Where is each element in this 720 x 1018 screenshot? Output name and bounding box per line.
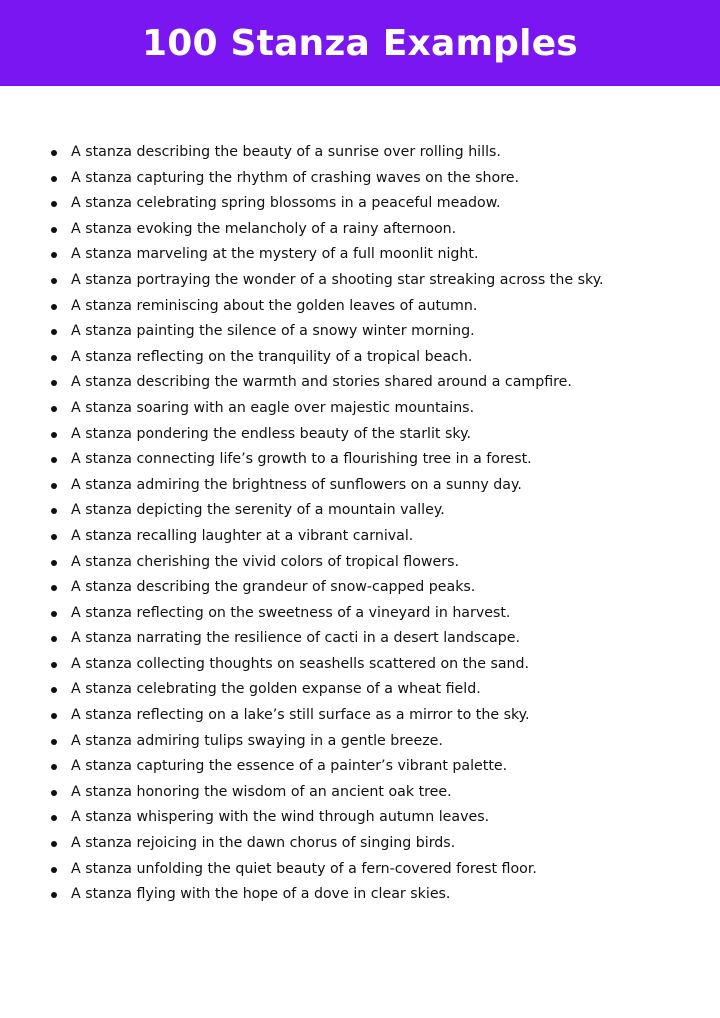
- list-item-text: A stanza soaring with an eagle over majestic mountains.: [71, 399, 475, 416]
- list-item-text: A stanza reminiscing about the golden leaves of autumn.: [71, 297, 478, 314]
- list-item-text: A stanza describing the warmth and stories shared around a campfire.: [71, 374, 572, 391]
- list-item-text: A stanza capturing the essence of a painter’s vibrant palette.: [71, 758, 508, 775]
- bullet-icon: [51, 560, 57, 566]
- bullet-icon: [51, 611, 57, 617]
- list-item-text: A stanza describing the grandeur of snow-capped peaks.: [71, 579, 476, 596]
- examples-list: [0, 140, 720, 908]
- list-item: [0, 831, 720, 857]
- list-item: [0, 498, 720, 524]
- list-item-text: A stanza reflecting on the tranquility of a tropical beach.: [71, 348, 473, 365]
- list-item-text: A stanza reflecting on the sweetness of a vineyard in harvest.: [71, 604, 511, 621]
- list-item-text: A stanza cherishing the vivid colors of tropical flowers.: [71, 553, 459, 570]
- list-item: [0, 524, 720, 550]
- bullet-icon: [51, 790, 57, 796]
- bullet-icon: [51, 329, 57, 335]
- bullet-icon: [51, 764, 57, 770]
- list-item-text: A stanza connecting life’s growth to a flourishing tree in a forest.: [71, 451, 532, 468]
- list-item: [0, 601, 720, 627]
- list-item-text: A stanza honoring the wisdom of an ancient oak tree.: [71, 783, 452, 800]
- list-item: [0, 550, 720, 576]
- list-item: [0, 780, 720, 806]
- bullet-icon: [51, 432, 57, 438]
- list-item-text: A stanza marveling at the mystery of a full moonlit night.: [71, 246, 479, 263]
- list-item: [0, 857, 720, 883]
- list-item: [0, 677, 720, 703]
- bullet-icon: [51, 841, 57, 847]
- list-item-text: A stanza evoking the melancholy of a rainy afternoon.: [71, 220, 457, 237]
- list-item: [0, 447, 720, 473]
- list-item: [0, 242, 720, 268]
- list-item-text: A stanza celebrating the golden expanse of a wheat field.: [71, 681, 481, 698]
- list-item: [0, 575, 720, 601]
- list-item-text: A stanza admiring the brightness of sunflowers on a sunny day.: [71, 476, 522, 493]
- list-item: [0, 473, 720, 499]
- list-item-text: A stanza admiring tulips swaying in a gentle breeze.: [71, 732, 443, 749]
- list-item-text: A stanza rejoicing in the dawn chorus of singing birds.: [71, 835, 456, 852]
- list-item-text: A stanza reflecting on a lake’s still surface as a mirror to the sky.: [71, 707, 530, 724]
- page-title: 100 Stanza Examples: [142, 22, 578, 64]
- list-item-text: A stanza depicting the serenity of a mountain valley.: [71, 502, 445, 519]
- list-item-text: A stanza describing the beauty of a sunrise over rolling hills.: [71, 144, 501, 160]
- list-item: [0, 626, 720, 652]
- bullet-icon: [51, 406, 57, 412]
- list-item: [0, 370, 720, 396]
- list-item: [0, 345, 720, 371]
- bullet-icon: [51, 150, 57, 156]
- list-item: [0, 754, 720, 780]
- bullet-icon: [51, 508, 57, 514]
- list-item-text: A stanza whispering with the wind through autumn leaves.: [71, 809, 490, 826]
- list-item-text: A stanza capturing the rhythm of crashing waves on the shore.: [71, 169, 519, 186]
- list-item: [0, 217, 720, 243]
- list-item-text: A stanza recalling laughter at a vibrant carnival.: [71, 527, 414, 544]
- list-item-text: A stanza flying with the hope of a dove in clear skies.: [71, 886, 451, 903]
- list-item: [0, 166, 720, 192]
- bullet-icon: [51, 534, 57, 540]
- list-item: [0, 140, 720, 166]
- bullet-icon: [51, 739, 57, 745]
- list-item: [0, 396, 720, 422]
- bullet-icon: [51, 201, 57, 207]
- list-item-text: A stanza celebrating spring blossoms in a peaceful meadow.: [71, 195, 501, 212]
- list-item: [0, 882, 720, 908]
- bullet-icon: [51, 815, 57, 821]
- bullet-icon: [51, 713, 57, 719]
- bullet-icon: [51, 867, 57, 873]
- list-item: [0, 294, 720, 320]
- list-item: [0, 422, 720, 448]
- bullet-icon: [51, 636, 57, 642]
- list-item: [0, 652, 720, 678]
- list-item-text: A stanza portraying the wonder of a shooting star streaking across the sky.: [71, 271, 604, 288]
- list-item-text: A stanza collecting thoughts on seashells scattered on the sand.: [71, 655, 530, 672]
- bullet-icon: [51, 380, 57, 386]
- title-banner: [0, 0, 720, 86]
- bullet-icon: [51, 687, 57, 693]
- list-item: [0, 319, 720, 345]
- list-item: [0, 729, 720, 755]
- bullet-icon: [51, 662, 57, 668]
- list-item-text: A stanza unfolding the quiet beauty of a fern-covered forest floor.: [71, 860, 537, 877]
- bullet-icon: [51, 176, 57, 182]
- bullet-icon: [51, 355, 57, 361]
- bullet-icon: [51, 483, 57, 489]
- list-item-text: A stanza painting the silence of a snowy winter morning.: [71, 323, 475, 340]
- bullet-icon: [51, 585, 57, 591]
- bullet-icon: [51, 227, 57, 233]
- bullet-icon: [51, 892, 57, 898]
- list-item: [0, 268, 720, 294]
- list-item-text: A stanza pondering the endless beauty of the starlit sky.: [71, 425, 471, 442]
- bullet-icon: [51, 278, 57, 284]
- list-item-text: A stanza narrating the resilience of cacti in a desert landscape.: [71, 630, 520, 647]
- bullet-icon: [51, 252, 57, 258]
- list-item: [0, 805, 720, 831]
- list-item: [0, 703, 720, 729]
- bullet-icon: [51, 457, 57, 463]
- bullet-icon: [51, 304, 57, 310]
- list-item: [0, 191, 720, 217]
